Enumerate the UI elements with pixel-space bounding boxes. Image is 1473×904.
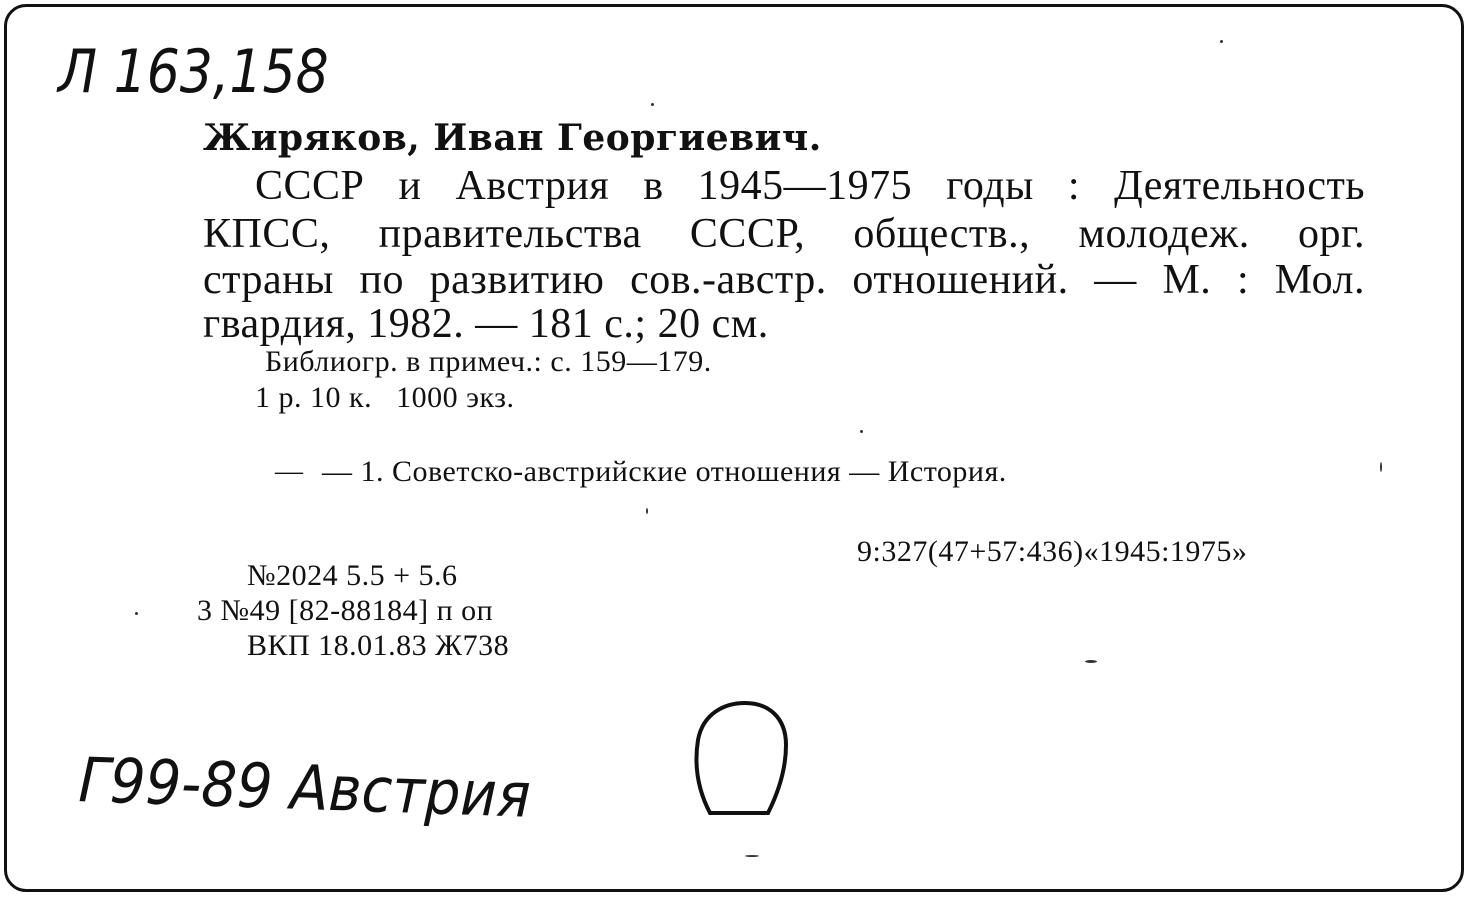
handwritten-shelf-note: Г99-89 Австрия [77,745,532,833]
tracking-line-2: 3 №49 [82-88184] п оп [197,594,494,627]
author-heading: Жиряков, Иван Георгиевич. [203,117,822,159]
punch-hole-icon [690,695,800,830]
speck [1380,462,1382,472]
speck [1085,660,1097,663]
title-line-4: гвардия, 1982. — 181 с.; 20 см. [203,301,769,347]
dash-mark: — [275,456,304,487]
title-line-1: СССР и Австрия в 1945—1975 годы : Деятельность [255,163,1365,209]
bibliography-note: Библиогр. в примеч.: с. 159—179. [265,345,712,378]
speck [1220,40,1223,43]
tracking-line-3: ВКП 18.01.83 Ж738 [247,629,510,662]
subject-heading: — 1. Советско-австрийские отношения — История. [322,455,1007,488]
classification-index: 9:327(47+57:436)«1945:1975» [857,535,1248,568]
tracking-line-1: №2024 5.5 + 5.6 [247,559,458,592]
title-line-3: страны по развитию сов.-австр. отношений. — М. : Мол. [203,257,1365,303]
speck [860,430,863,433]
handwritten-call-number: Л 163,158 [58,38,329,107]
speck [135,612,138,615]
speck [651,103,654,106]
price-and-print-run: 1 р. 10 к. 1000 экз. [255,381,515,414]
speck [745,855,759,857]
title-line-2: КПСС, правительства СССР, обществ., молодеж. орг. [203,211,1365,257]
speck [646,508,648,514]
